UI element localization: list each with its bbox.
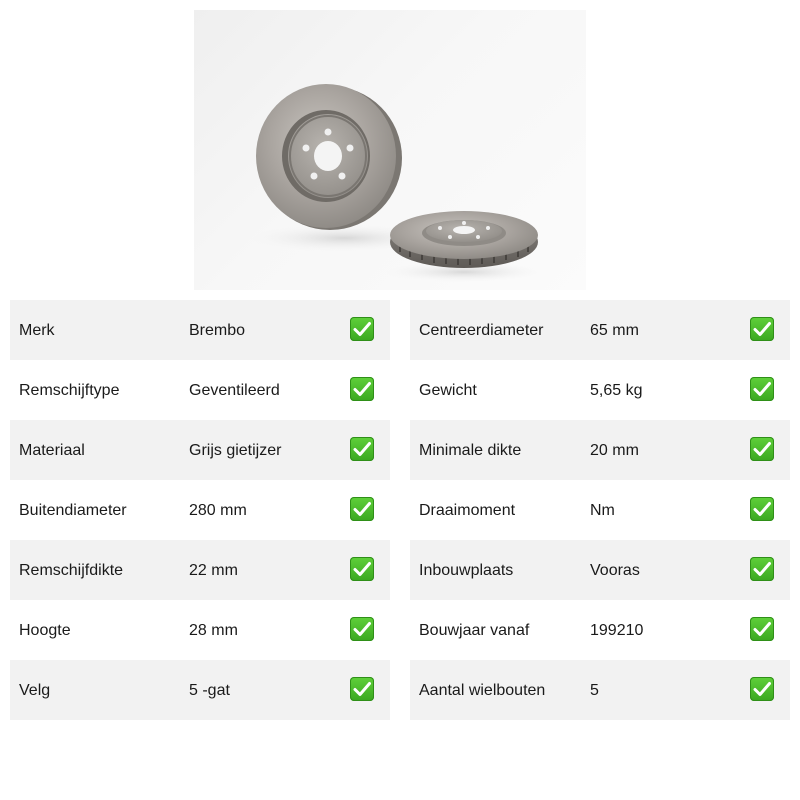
spec-label: Aantal wielbouten	[419, 682, 546, 699]
spec-table-left	[10, 300, 390, 720]
spec-label: Bouwjaar vanaf	[419, 622, 530, 639]
check-icon	[750, 617, 774, 641]
spec-label: Inbouwplaats	[419, 562, 514, 579]
spec-value: Vooras	[590, 562, 640, 579]
spec-value: 280 mm	[189, 502, 247, 519]
spec-label: Remschijftype	[19, 382, 120, 399]
spec-value: 199210	[590, 622, 644, 639]
spec-row	[410, 600, 790, 660]
spec-row	[10, 480, 390, 540]
spec-value: 65 mm	[590, 322, 639, 339]
spec-value: Geventileerd	[189, 382, 280, 399]
spec-row	[10, 660, 390, 720]
check-icon	[750, 497, 774, 521]
check-icon	[350, 557, 374, 581]
spec-label: Materiaal	[19, 442, 85, 459]
spec-label: Hoogte	[19, 622, 71, 639]
standing-disc	[256, 84, 402, 230]
check-icon	[350, 497, 374, 521]
spec-value: 28 mm	[189, 622, 238, 639]
spec-value: 5	[590, 682, 599, 699]
spec-row	[410, 660, 790, 720]
check-icon	[350, 437, 374, 461]
spec-value: 22 mm	[189, 562, 238, 579]
spec-value: 20 mm	[590, 442, 639, 459]
spec-label: Velg	[19, 682, 51, 699]
check-icon	[350, 617, 374, 641]
lying-disc	[390, 211, 538, 268]
brake-disc-image	[194, 10, 586, 290]
spec-row	[10, 300, 390, 360]
spec-row	[410, 540, 790, 600]
check-icon	[350, 317, 374, 341]
spec-row	[10, 600, 390, 660]
check-icon	[350, 377, 374, 401]
check-icon	[750, 317, 774, 341]
spec-row	[10, 420, 390, 480]
spec-label: Minimale dikte	[419, 442, 522, 459]
spec-value: 5,65 kg	[590, 382, 643, 399]
spec-row	[410, 420, 790, 480]
spec-label: Remschijfdikte	[19, 562, 124, 579]
spec-row	[410, 360, 790, 420]
spec-table-right	[410, 300, 790, 720]
check-icon	[750, 437, 774, 461]
spec-label: Merk	[19, 322, 55, 339]
spec-value: Brembo	[189, 322, 246, 339]
spec-label: Centreerdiameter	[419, 322, 544, 339]
spec-row	[410, 480, 790, 540]
check-icon	[350, 677, 374, 701]
spec-row	[10, 360, 390, 420]
spec-label: Gewicht	[419, 382, 477, 399]
spec-row	[10, 540, 390, 600]
spec-label: Buitendiameter	[19, 502, 127, 519]
spec-value: 5 -gat	[189, 682, 230, 699]
spec-label: Draaimoment	[419, 502, 516, 519]
check-icon	[750, 377, 774, 401]
spec-value: Nm	[590, 502, 615, 519]
spec-row	[410, 300, 790, 360]
check-icon	[750, 677, 774, 701]
check-icon	[750, 557, 774, 581]
spec-value: Grijs gietijzer	[189, 442, 282, 459]
